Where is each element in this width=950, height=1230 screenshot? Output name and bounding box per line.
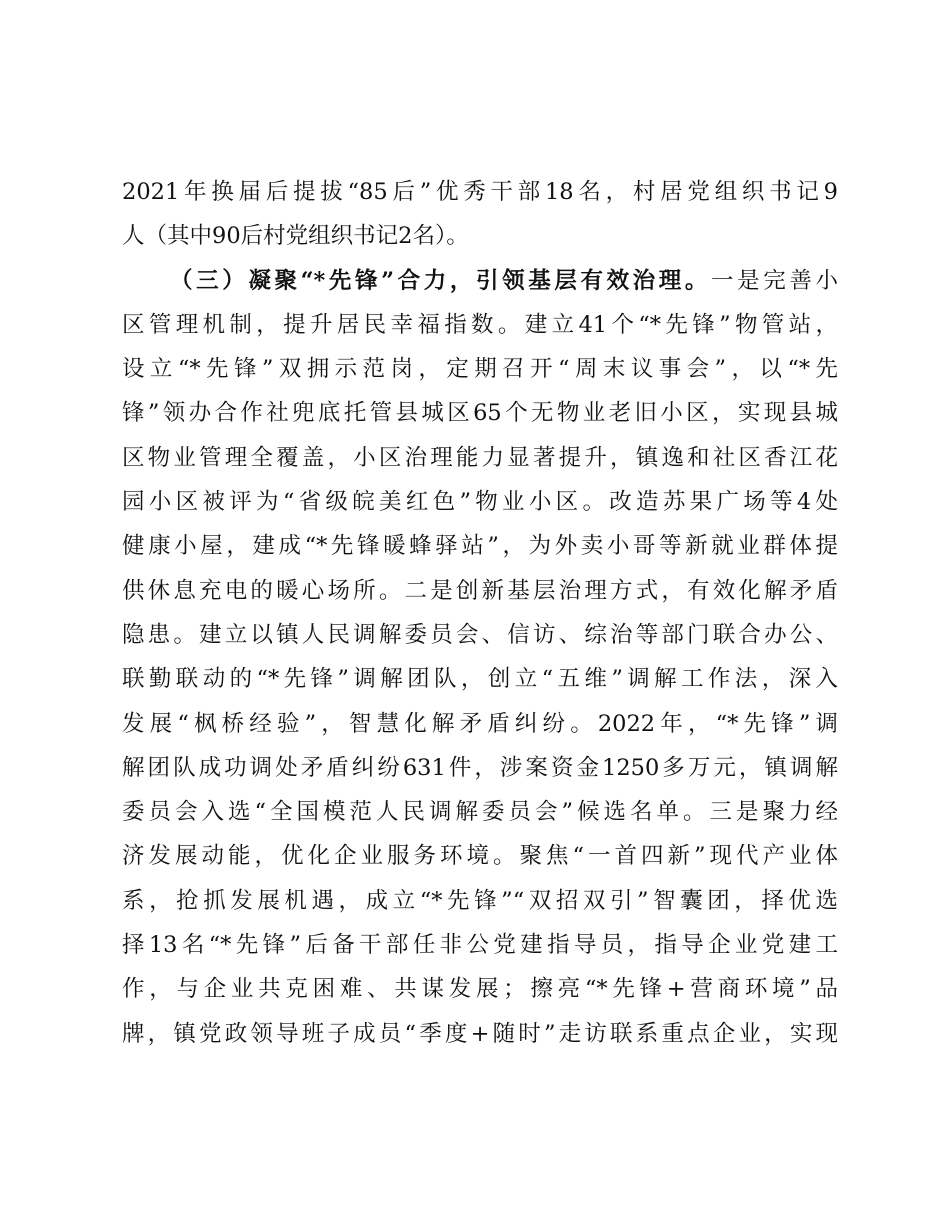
text-line: 联勤联动的“*先锋”调解团队，创立“五维”调解工作法，深入 xyxy=(122,666,838,693)
text-line: 发展“枫桥经验”，智慧化解矛盾纠纷。2022年，“*先锋”调 xyxy=(122,710,838,737)
text-line: 作，与企业共克困难、共谋发展；擦亮“*先锋+营商环境”品 xyxy=(122,976,838,1003)
text-segment: 一是完善小 xyxy=(711,267,838,294)
body-text xyxy=(122,170,838,1056)
text-line: 2021年换届后提拔“85后”优秀干部18名，村居党组织书记9 xyxy=(122,179,838,205)
text-line: 健康小屋，建成“*先锋暖蜂驿站”，为外卖小哥等新就业群体提 xyxy=(122,533,838,560)
text-line: 锋”领办合作社兜底托管县城区65个无物业老旧小区，实现县城 xyxy=(122,400,838,427)
text-line: 委员会入选“全国模范人民调解委员会”候选名单。三是聚力经 xyxy=(122,799,838,826)
text-line: 择13名“*先锋”后备干部任非公党建指导员，指导企业党建工 xyxy=(122,932,838,959)
text-line xyxy=(122,259,838,303)
text-line: 济发展动能，优化企业服务环境。聚焦“一首四新”现代产业体 xyxy=(122,843,838,870)
text-line: 隐患。建立以镇人民调解委员会、信访、综治等部门联合办公、 xyxy=(122,621,838,648)
text-line: 园小区被评为“省级皖美红色”物业小区。改造苏果广场等4处 xyxy=(122,489,838,516)
text-line: 解团队成功调处矛盾纠纷631件，涉案资金1250多万元，镇调解 xyxy=(122,754,838,781)
section-heading: （三）凝聚“*先锋”合力，引领基层有效治理。 xyxy=(170,267,712,294)
text-line: 区管理机制，提升居民幸福指数。建立41个“*先锋”物管站， xyxy=(122,311,838,338)
text-line: 设立“*先锋”双拥示范岗，定期召开“周末议事会”，以“*先 xyxy=(122,356,838,383)
text-line: 人（其中90后村党组织书记2名）。 xyxy=(122,223,469,250)
text-line: 牌，镇党政领导班子成员“季度+随时”走访联系重点企业，实现 xyxy=(122,1020,838,1047)
text-line: 区物业管理全覆盖，小区治理能力显著提升，镇逸和社区香江花 xyxy=(122,444,838,471)
text-line: 供休息充电的暖心场所。二是创新基层治理方式，有效化解矛盾 xyxy=(122,577,838,604)
text-line: 系，抢抓发展机遇，成立“*先锋”“双招双引”智囊团，择优选 xyxy=(122,887,838,914)
